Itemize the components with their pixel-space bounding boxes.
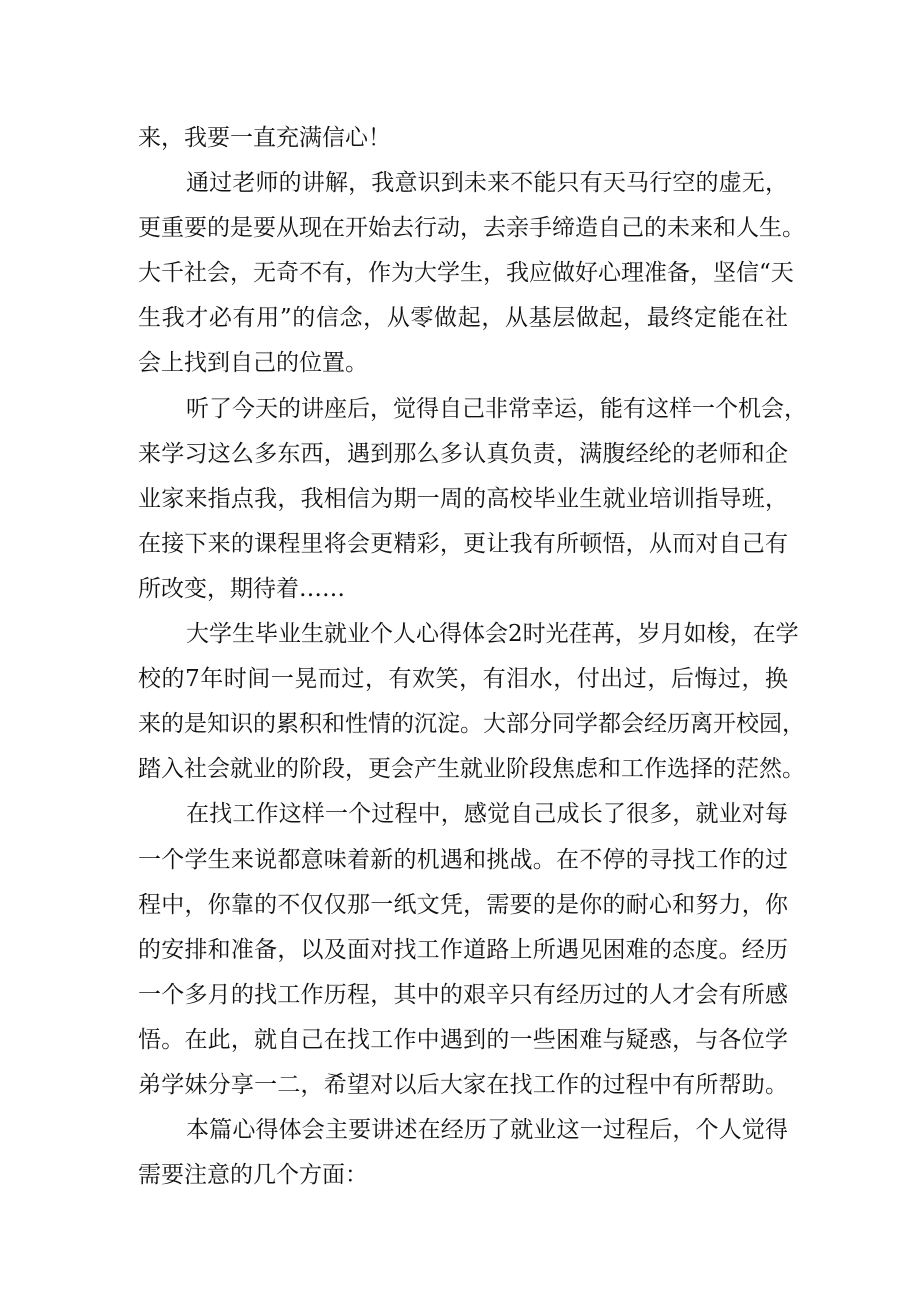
text-line: 听了今天的讲座后，觉得自己非常幸运，能有这样一个机会， — [186, 395, 807, 422]
text-line: 程中，你靠的不仅仅那一纸文凭，需要的是你的耐心和努力，你 — [138, 891, 788, 918]
document-body — [138, 116, 807, 1198]
text-line: 在接下来的课程里将会更精彩，更让我有所顿悟，从而对自己有 — [138, 530, 788, 557]
text-line: 通过老师的讲解，我意识到未来不能只有天马行空的虚无， — [186, 170, 788, 197]
text-line: 本篇心得体会主要讲述在经历了就业这一过程后，个人觉得 — [186, 1117, 788, 1144]
text-line: 会上找到自己的位置。 — [138, 350, 368, 377]
text-line: 弟学妹分享一二，希望对以后大家在找工作的过程中有所帮助。 — [138, 1071, 788, 1098]
text-line: 悟。在此，就自己在找工作中遇到的一些困难与疑惑，与各位学 — [138, 1026, 788, 1053]
text-line: 大千社会，无奇不有，作为大学生，我应做好心理准备，坚信“天 — [138, 260, 794, 287]
text-line: 业家来指点我，我相信为期一周的高校毕业生就业培训指导班， — [138, 485, 788, 512]
text-line: 校的7年时间一晃而过，有欢笑，有泪水，付出过，后悔过，换 — [138, 666, 788, 693]
text-line: 生我才必有用”的信念，从零做起，从基层做起，最终定能在社 — [138, 305, 788, 332]
text-line: 所改变，期待着…… — [138, 575, 345, 602]
text-line: 需要注意的几个方面： — [138, 1162, 368, 1189]
text-line: 来学习这么多东西，遇到那么多认真负责，满腹经纶的老师和企 — [138, 440, 788, 467]
text-line: 踏入社会就业的阶段，更会产生就业阶段焦虑和工作选择的茫然。 — [138, 756, 805, 783]
text-line: 更重要的是要从现在开始去行动，去亲手缔造自己的未来和人生。 — [138, 215, 805, 242]
text-line: 的安排和准备，以及面对找工作道路上所遇见困难的态度。经历 — [138, 936, 788, 963]
text-line: 大学生毕业生就业个人心得体会2时光荏苒，岁月如梭，在学 — [186, 621, 799, 648]
text-line: 来，我要一直充满信心！ — [138, 125, 391, 151]
text-line: 在找工作这样一个过程中，感觉自己成长了很多，就业对每 — [186, 801, 788, 828]
text-line: 一个多月的找工作历程，其中的艰辛只有经历过的人才会有所感 — [138, 981, 788, 1008]
text-line: 一个学生来说都意味着新的机遇和挑战。在不停的寻找工作的过 — [138, 846, 788, 873]
text-line: 来的是知识的累积和性情的沉淀。大部分同学都会经历离开校园， — [138, 711, 805, 738]
